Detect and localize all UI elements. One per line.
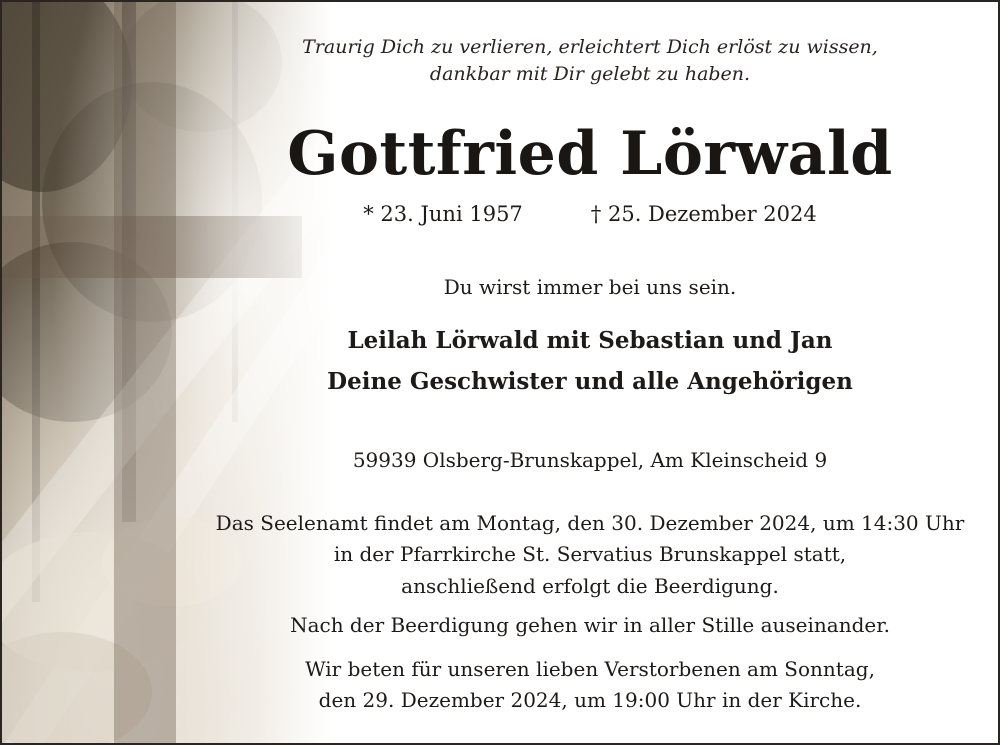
service-line-3: anschließend erfolgt die Beerdigung. (401, 574, 779, 598)
farewell-line: Du wirst immer bei uns sein. (443, 275, 737, 299)
motto-line-1: Traurig Dich zu verlieren, erleichtert Dich erlöst zu wissen, (302, 36, 878, 58)
deceased-name: Gottfried Lörwald (287, 119, 893, 189)
birth-date: * 23. Juni 1957 (363, 202, 523, 226)
address-line: 59939 Olsberg-Brunskappel, Am Kleinscheid 9 (352, 448, 828, 472)
mourners-line-2: Deine Geschwister und alle Angehörigen (327, 368, 853, 395)
mourners-line-1: Leilah Lörwald mit Sebastian und Jan (347, 327, 833, 354)
after-burial-line: Nach der Beerdigung gehen wir in aller Stille auseinander. (290, 613, 890, 637)
prayer-line-1: Wir beten für unseren lieben Verstorbenen am Sonntag, (305, 657, 875, 681)
service-line-1: Das Seelenamt findet am Montag, den 30. Dezember 2024, um 14:30 Uhr (215, 511, 965, 535)
motto-line-2: dankbar mit Dir gelebt zu haben. (429, 63, 751, 85)
prayer-line-2: den 29. Dezember 2024, um 19:00 Uhr in der Kirche. (318, 688, 862, 712)
service-line-2: in der Pfarrkirche St. Servatius Brunskappel statt, (333, 542, 847, 566)
obituary-text (182, 2, 998, 743)
death-date: † 25. Dezember 2024 (590, 202, 817, 226)
life-dates (182, 202, 998, 226)
